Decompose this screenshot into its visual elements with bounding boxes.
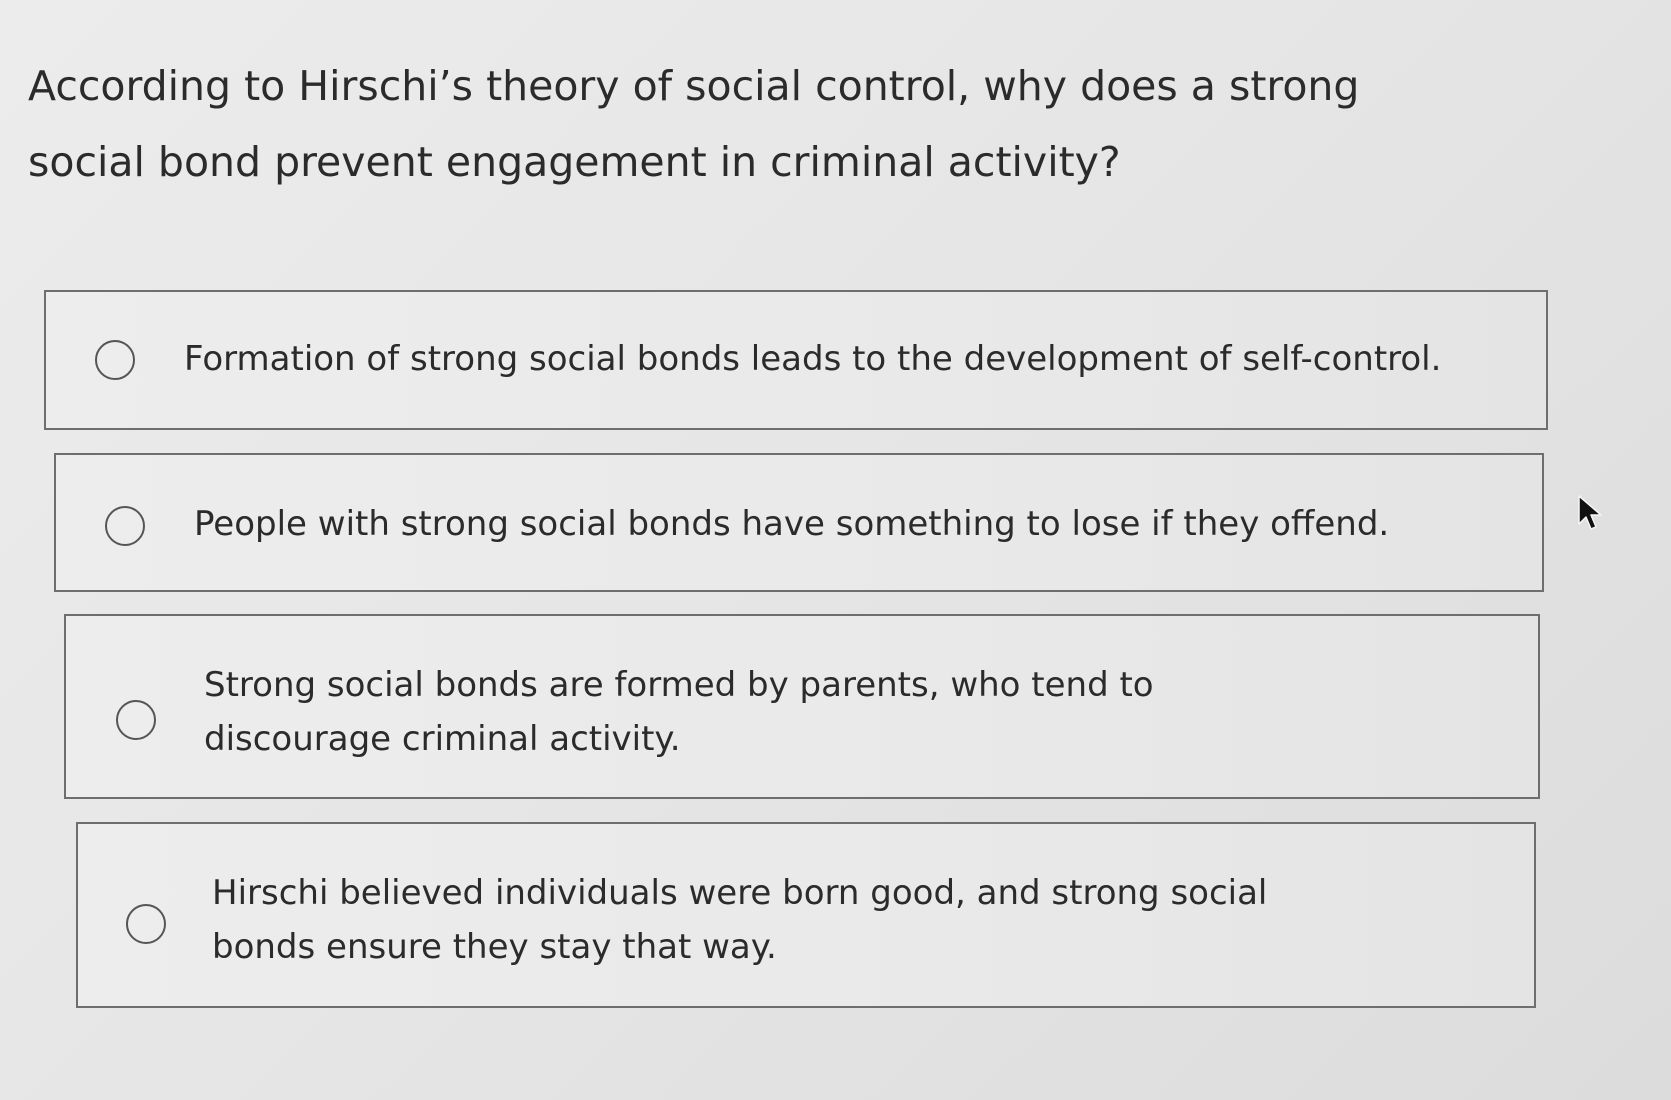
answer-option-label: People with strong social bonds have something to lose if they offend.: [194, 504, 1390, 544]
answer-option-4[interactable]: [76, 822, 1536, 1008]
radio-circle-icon[interactable]: [116, 700, 156, 740]
radio-circle-icon[interactable]: [95, 340, 135, 380]
mouse-pointer-icon: [1577, 494, 1605, 532]
answer-option-label: Formation of strong social bonds leads to the development of self-control.: [184, 339, 1442, 379]
radio-circle-icon[interactable]: [105, 506, 145, 546]
radio-circle-icon[interactable]: [126, 904, 166, 944]
answer-option-1[interactable]: [44, 290, 1548, 430]
answer-option-label: Hirschi believed individuals were born good, and strong social bonds ensure they stay that way.: [212, 873, 1268, 967]
answer-option-3[interactable]: [64, 614, 1540, 799]
answer-option-2[interactable]: [54, 453, 1544, 592]
question-text: According to Hirschi’s theory of social control, why does a strong social bond prevent engagement in criminal activity?: [28, 62, 1360, 186]
answer-option-label: Strong social bonds are formed by parents, who tend to discourage criminal activity.: [204, 665, 1154, 759]
